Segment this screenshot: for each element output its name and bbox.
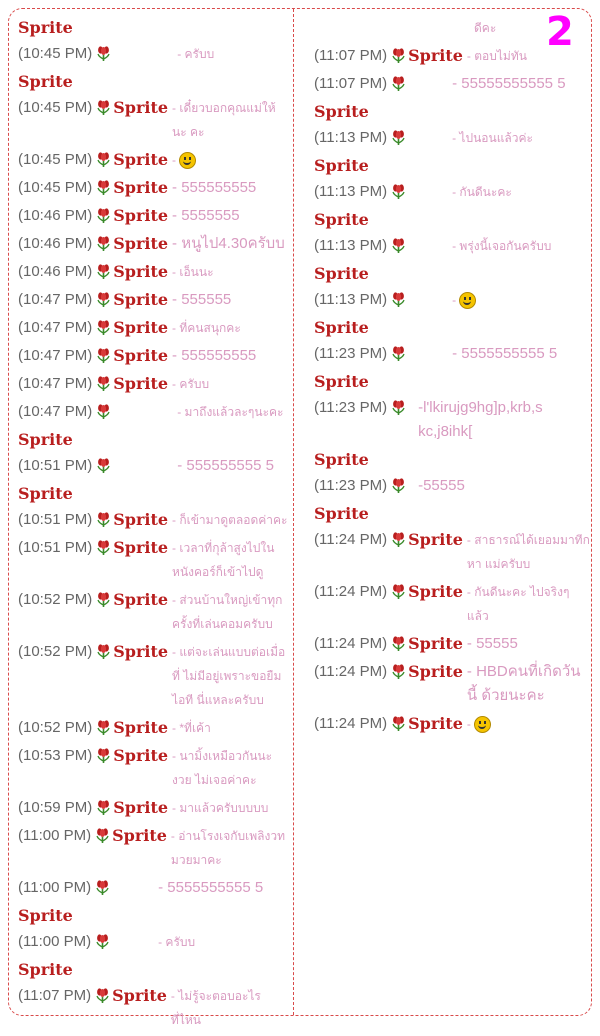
tulip-icon bbox=[391, 399, 406, 416]
sender-name: Sprite bbox=[314, 102, 369, 121]
sender-name: Sprite bbox=[314, 264, 369, 283]
sender-name: Sprite bbox=[113, 590, 169, 609]
message-text bbox=[172, 316, 241, 340]
message-timestamp: (10:53 PM) bbox=[18, 747, 93, 764]
message-timestamp: (11:24 PM) bbox=[314, 635, 388, 652]
tulip-icon bbox=[391, 531, 406, 548]
sender-name: Sprite bbox=[113, 746, 169, 765]
message-text bbox=[452, 72, 565, 96]
message-text-content: - เอ็นนะ bbox=[172, 265, 214, 279]
sender-name: Sprite bbox=[18, 18, 73, 37]
message-text-content: - อ่านโรงเจกับเพลิงวท มวยมาคะ bbox=[170, 829, 286, 867]
chat-message-row bbox=[314, 44, 590, 68]
message-text-content: - ไปนอนแล้วค่ะ bbox=[452, 131, 533, 145]
tulip-icon bbox=[96, 511, 111, 528]
message-timestamp: (10:47 PM) bbox=[18, 375, 93, 392]
message-text-content: - 55555 bbox=[466, 635, 518, 652]
tulip-icon bbox=[391, 345, 406, 362]
tulip-icon bbox=[96, 591, 111, 608]
message-text-content: - แต่จะเล่นแบบต่อเมื่อที่ ไม่มีอยู่เพราะขอยืมไอที นี่แหละครับบ bbox=[172, 645, 286, 707]
chat-message-row bbox=[314, 580, 590, 628]
chat-message-row bbox=[18, 42, 290, 66]
tulip-icon bbox=[96, 319, 111, 336]
chat-message-row bbox=[314, 396, 590, 444]
chat-message-row bbox=[18, 716, 290, 740]
message-timestamp: (11:24 PM) bbox=[314, 715, 388, 732]
message-text-content: - นามิ้งเหมือวกันนะงวย ไม่เจอค่าคะ bbox=[172, 749, 273, 787]
message-timestamp: (10:47 PM) bbox=[18, 291, 93, 308]
message-text bbox=[172, 232, 285, 256]
message-text-content: - 555555555 5 bbox=[177, 457, 274, 474]
chat-message-row bbox=[18, 372, 290, 396]
message-timestamp: (10:45 PM) bbox=[18, 151, 93, 168]
message-text bbox=[172, 588, 290, 636]
sender-name: Sprite bbox=[314, 318, 369, 337]
tulip-icon bbox=[391, 47, 406, 64]
chat-message-row bbox=[314, 72, 590, 96]
chat-message-row bbox=[18, 744, 290, 792]
message-timestamp: (11:00 PM) bbox=[18, 827, 92, 844]
message-timestamp: (11:13 PM) bbox=[314, 291, 388, 308]
tulip-icon bbox=[96, 719, 111, 736]
message-timestamp: (11:24 PM) bbox=[314, 663, 388, 680]
message-text-content: - 55555555555 5 bbox=[452, 75, 566, 92]
sender-name: Sprite bbox=[113, 150, 169, 169]
message-timestamp: (11:07 PM) bbox=[18, 987, 92, 1004]
tulip-icon bbox=[95, 827, 110, 844]
message-timestamp: (10:52 PM) bbox=[18, 643, 93, 660]
message-timestamp: (10:45 PM) bbox=[18, 45, 93, 62]
message-text bbox=[158, 876, 263, 900]
message-text-content: - เดี๋ยวบอกคุณแม่ให้นะ คะ bbox=[172, 101, 276, 139]
sender-name: Sprite bbox=[18, 484, 73, 503]
message-text-content: - มาถึงแล้วละๆนะคะ bbox=[177, 405, 284, 419]
message-text bbox=[171, 824, 290, 872]
message-timestamp: (11:23 PM) bbox=[314, 345, 388, 362]
message-timestamp: (11:23 PM) bbox=[314, 477, 388, 494]
tulip-icon bbox=[96, 151, 111, 168]
chat-message-row bbox=[314, 234, 590, 258]
tulip-icon bbox=[96, 375, 111, 392]
message-timestamp: (11:24 PM) bbox=[314, 583, 388, 600]
sender-name: Sprite bbox=[113, 346, 169, 365]
chat-message-row bbox=[18, 876, 290, 900]
sender-name: Sprite bbox=[408, 582, 463, 601]
message-text-content: - bbox=[466, 717, 475, 731]
message-text-content: - สาธารณ์ได้เยอมมาทีกหา แม่ครับบ bbox=[466, 533, 590, 571]
smiley-icon bbox=[474, 716, 491, 733]
message-text bbox=[418, 396, 590, 444]
tulip-icon bbox=[96, 207, 111, 224]
message-text bbox=[172, 508, 287, 532]
chat-message-row bbox=[18, 796, 290, 820]
message-text-content: - ครับบ bbox=[172, 377, 210, 391]
message-timestamp: (10:47 PM) bbox=[18, 347, 93, 364]
sender-name: Sprite bbox=[408, 46, 463, 65]
message-text bbox=[467, 528, 590, 576]
message-timestamp: (11:13 PM) bbox=[314, 237, 388, 254]
message-text-content: - กันดีนะคะ ไปจริงๆแล้ว bbox=[466, 585, 570, 623]
message-text bbox=[418, 474, 465, 498]
tulip-icon bbox=[391, 635, 406, 652]
tulip-icon bbox=[96, 747, 111, 764]
message-text-content: - *ที่เค้า bbox=[172, 721, 211, 735]
chat-message-row bbox=[18, 930, 290, 954]
chat-message-row bbox=[18, 640, 290, 712]
tulip-icon bbox=[391, 663, 406, 680]
sender-name: Sprite bbox=[314, 504, 369, 523]
sender-name: Sprite bbox=[314, 156, 369, 175]
message-text-content: - 555555555 bbox=[172, 347, 257, 364]
chat-message-row bbox=[18, 204, 290, 228]
message-text bbox=[452, 180, 512, 204]
message-timestamp: (10:47 PM) bbox=[18, 403, 93, 420]
message-text-content: - พรุ่งนี้เจอกันครับบ bbox=[452, 239, 552, 253]
message-timestamp: (10:51 PM) bbox=[18, 511, 93, 528]
message-text-content: - กันดีนะคะ bbox=[452, 185, 512, 199]
message-text bbox=[172, 716, 211, 740]
chat-message-row bbox=[18, 232, 290, 256]
message-text bbox=[172, 148, 196, 172]
chat-message-row bbox=[314, 528, 590, 576]
sender-name: Sprite bbox=[113, 510, 169, 529]
message-text bbox=[177, 454, 274, 478]
message-text-content: - HBDคนที่เกิดวันนี้ ด้วยนะคะ bbox=[466, 663, 581, 704]
sender-name: Sprite bbox=[18, 430, 73, 449]
sender-name: Sprite bbox=[113, 718, 169, 737]
sender-name: Sprite bbox=[113, 178, 169, 197]
message-text bbox=[172, 372, 209, 396]
tulip-icon bbox=[96, 291, 111, 308]
message-text-content: - หนูไป4.30ครับบ bbox=[172, 235, 285, 252]
tulip-icon bbox=[96, 799, 111, 816]
message-timestamp: (10:51 PM) bbox=[18, 539, 93, 556]
message-text-content: -55555 bbox=[418, 477, 465, 494]
message-text-content: - 5555555555 5 bbox=[158, 879, 264, 896]
message-text-content: - ครับบ bbox=[158, 935, 196, 949]
tulip-icon bbox=[95, 933, 110, 950]
chat-message-row bbox=[314, 288, 590, 312]
message-continuation: ดีคะ bbox=[474, 21, 497, 35]
message-text bbox=[172, 260, 214, 284]
sender-name: Sprite bbox=[18, 72, 73, 91]
message-timestamp: (11:07 PM) bbox=[314, 47, 388, 64]
sender-name: Sprite bbox=[314, 372, 369, 391]
chat-message-row bbox=[18, 176, 290, 200]
chat-message-row bbox=[314, 660, 590, 708]
tulip-icon bbox=[391, 183, 406, 200]
message-timestamp: (10:47 PM) bbox=[18, 319, 93, 336]
tulip-icon bbox=[391, 715, 406, 732]
message-text bbox=[452, 288, 476, 312]
message-text-content: - ก็เข้ามาดูตลอดค่าคะ bbox=[172, 513, 288, 527]
message-text-content: - มาแล้วครับบบบบ bbox=[172, 801, 269, 815]
chat-message-row bbox=[18, 536, 290, 584]
sender-name: Sprite bbox=[112, 986, 167, 1005]
tulip-icon bbox=[96, 235, 111, 252]
message-text bbox=[158, 930, 195, 954]
message-timestamp: (10:52 PM) bbox=[18, 719, 93, 736]
message-text bbox=[452, 234, 551, 258]
sender-name: Sprite bbox=[18, 906, 73, 925]
sender-name: Sprite bbox=[113, 206, 169, 225]
tulip-icon bbox=[96, 263, 111, 280]
sender-name: Sprite bbox=[113, 538, 169, 557]
message-text bbox=[467, 712, 491, 736]
chat-message-row bbox=[18, 508, 290, 532]
message-text-content: - ตอบไม่ทัน bbox=[466, 49, 527, 63]
chat-message-row bbox=[18, 96, 290, 144]
message-text bbox=[172, 744, 290, 792]
chat-message-row bbox=[18, 260, 290, 284]
message-text bbox=[467, 44, 527, 68]
message-timestamp: (11:00 PM) bbox=[18, 933, 92, 950]
chat-message-row bbox=[314, 342, 590, 366]
message-text-content: - 5555555 bbox=[172, 207, 240, 224]
sender-name: Sprite bbox=[112, 826, 167, 845]
message-text bbox=[172, 344, 256, 368]
message-text-content: - bbox=[172, 153, 180, 167]
smiley-icon bbox=[459, 292, 476, 309]
tulip-icon bbox=[96, 403, 111, 420]
chat-message-row bbox=[18, 288, 290, 312]
sender-name: Sprite bbox=[113, 234, 169, 253]
message-text-content: - 555555555 bbox=[172, 179, 257, 196]
tulip-icon bbox=[95, 987, 110, 1004]
chat-message-row bbox=[18, 344, 290, 368]
tulip-icon bbox=[96, 45, 111, 62]
tulip-icon bbox=[96, 457, 111, 474]
message-text-content: - 5555555555 5 bbox=[452, 345, 558, 362]
message-text bbox=[452, 342, 557, 366]
message-timestamp: (10:45 PM) bbox=[18, 99, 93, 116]
message-timestamp: (11:23 PM) bbox=[314, 399, 388, 416]
chat-message-row bbox=[314, 180, 590, 204]
message-text bbox=[467, 632, 518, 656]
chat-message-row bbox=[314, 474, 590, 498]
message-text-content: - ที่คนสนุกคะ bbox=[172, 321, 241, 335]
message-text bbox=[172, 640, 290, 712]
chat-message-row bbox=[18, 148, 290, 172]
chat-column-left bbox=[18, 16, 290, 1036]
sender-name: Sprite bbox=[314, 450, 369, 469]
tulip-icon bbox=[96, 99, 111, 116]
sender-name: Sprite bbox=[113, 642, 169, 661]
chat-message-row bbox=[18, 588, 290, 636]
message-text-content: - ส่วนบ้านใหญ่เข้าทุก ครั้งที่เล่นคอมครับบ bbox=[172, 593, 283, 631]
message-text bbox=[172, 796, 268, 820]
message-text bbox=[171, 984, 290, 1032]
message-timestamp: (10:52 PM) bbox=[18, 591, 93, 608]
message-text-content: - 555555 bbox=[172, 291, 232, 308]
chat-message-row bbox=[18, 824, 290, 872]
tulip-icon bbox=[96, 539, 111, 556]
message-timestamp: (10:51 PM) bbox=[18, 457, 93, 474]
chat-column-right bbox=[314, 16, 590, 740]
message-text-content: - ไม่รู้จะตอบอะไรที่ไหน bbox=[170, 989, 261, 1027]
tulip-icon bbox=[96, 643, 111, 660]
sender-name: Sprite bbox=[408, 714, 463, 733]
message-text-content: - เวลาที่กุล้าสูงไปใน หนังคอร์ก็เข้าไปดู bbox=[172, 541, 275, 579]
message-text bbox=[467, 580, 590, 628]
message-timestamp: (11:13 PM) bbox=[314, 129, 388, 146]
message-text bbox=[172, 96, 290, 144]
message-text bbox=[177, 42, 214, 66]
message-text bbox=[172, 204, 240, 228]
message-timestamp: (10:46 PM) bbox=[18, 263, 93, 280]
message-timestamp: (10:59 PM) bbox=[18, 799, 93, 816]
column-divider bbox=[293, 9, 294, 1015]
tulip-icon bbox=[391, 237, 406, 254]
message-text-content: -l'lkirujg9hg]p,krb,s kc,j8ihk[ bbox=[418, 399, 543, 440]
chat-message-row bbox=[18, 454, 290, 478]
page-number: 2 bbox=[546, 9, 574, 55]
message-timestamp: (11:07 PM) bbox=[314, 75, 388, 92]
sender-name: Sprite bbox=[113, 374, 169, 393]
sender-name: Sprite bbox=[113, 798, 169, 817]
message-text-content: - ครับบ bbox=[177, 47, 215, 61]
tulip-icon bbox=[96, 179, 111, 196]
chat-message-row bbox=[314, 126, 590, 150]
message-timestamp: (11:24 PM) bbox=[314, 531, 388, 548]
message-text bbox=[177, 400, 283, 424]
sender-name: Sprite bbox=[113, 290, 169, 309]
sender-name: Sprite bbox=[408, 634, 463, 653]
message-timestamp: (11:13 PM) bbox=[314, 183, 388, 200]
smiley-icon bbox=[179, 152, 196, 169]
chat-message-row bbox=[314, 632, 590, 656]
sender-name: Sprite bbox=[113, 98, 169, 117]
sender-name: Sprite bbox=[408, 530, 463, 549]
tulip-icon bbox=[391, 291, 406, 308]
message-text bbox=[467, 660, 590, 708]
tulip-icon bbox=[96, 347, 111, 364]
tulip-icon bbox=[391, 583, 406, 600]
chat-message-row bbox=[18, 316, 290, 340]
sender-name: Sprite bbox=[314, 210, 369, 229]
sender-name: Sprite bbox=[113, 262, 169, 281]
message-text-content: - bbox=[452, 293, 460, 307]
message-timestamp: (11:00 PM) bbox=[18, 879, 92, 896]
chat-message-row bbox=[18, 984, 290, 1032]
sender-name: Sprite bbox=[18, 960, 73, 979]
chat-message-row bbox=[18, 400, 290, 424]
tulip-icon bbox=[95, 879, 110, 896]
message-text bbox=[452, 126, 533, 150]
tulip-icon bbox=[391, 75, 406, 92]
tulip-icon bbox=[391, 477, 406, 494]
message-text bbox=[172, 176, 256, 200]
sender-name: Sprite bbox=[113, 318, 169, 337]
message-timestamp: (10:46 PM) bbox=[18, 235, 93, 252]
message-text bbox=[172, 288, 231, 312]
tulip-icon bbox=[391, 129, 406, 146]
sender-name: Sprite bbox=[408, 662, 463, 681]
message-timestamp: (10:45 PM) bbox=[18, 179, 93, 196]
message-timestamp: (10:46 PM) bbox=[18, 207, 93, 224]
message-text bbox=[172, 536, 290, 584]
chat-message-row bbox=[314, 712, 590, 736]
